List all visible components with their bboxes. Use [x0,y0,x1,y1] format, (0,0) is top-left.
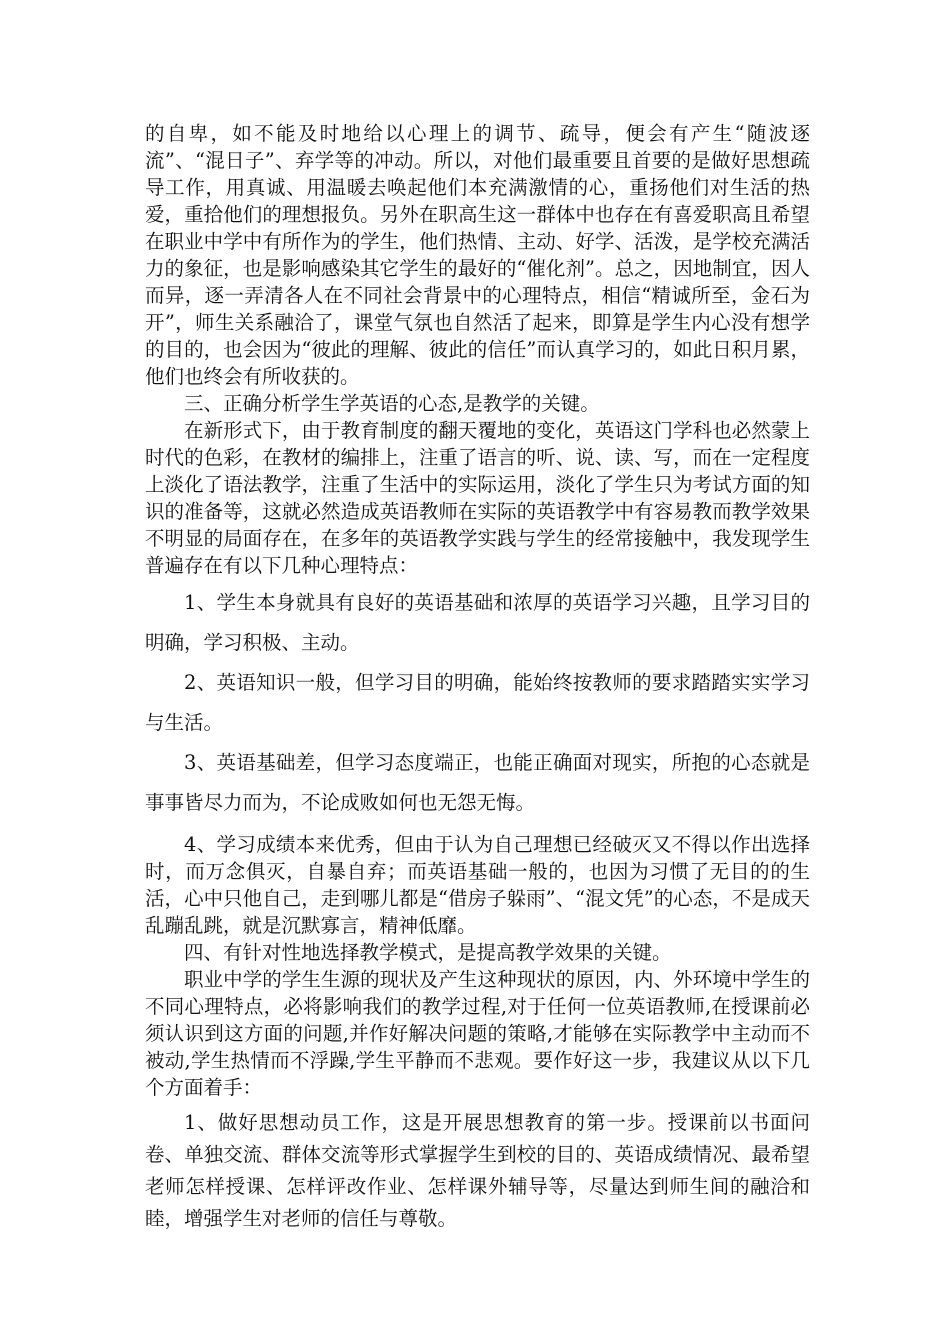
paragraph-intro-continuation: 的自卑，如不能及时地给以心理上的调节、疏导，便会有产生“随波逐流”、“混日子”、弃学等的冲动。所以，对他们最重要且首要的是做好思想疏导工作，用真诚、用温暖去唤起他们本充满激情的心，重扬他们对生活的热爱，重拾他们的理想报负。另外在职高生这一群体中也存在有喜爱职高且希望在职业中学中有所作为的学生，他们热情、主动、好学、活泼，是学校充满活力的象征，也是影响感染其它学生的最好的“催化剂”。总之，因地制宜，因人而异，逐一弄清各人在不同社会背景中的心理特点，相信“精诚所至，金石为开”，师生关系融洽了，课堂气氛也自然活了起来，即算是学生内心没有想学的目的，也会因为“彼此的理解、彼此的信任”而认真学习的，如此日积月累，他们也终会有所收获的。 [145,122,810,388]
paragraph-new-situation: 在新形式下，由于教育制度的翻天覆地的变化，英语这门学科也必然蒙上时代的色彩，在教材的编排上，注重了语言的听、说、读、写，而在一定程度上淡化了语法教学，注重了生活中的实际运用，淡化了学生只为考试方面的知识的准备等，这就必然造成英语教师在实际的英语教学中有容易教而教学效果不明显的局面存在，在多年的英语教学实践与学生的经常接触中，我发现学生普遍存在有以下几种心理特点： [145,419,810,577]
list-item-4: 4、学习成绩本来优秀，但由于认为自己理想已经破灭又不得以作出选择时，而万念俱灭，自暴自弃；而英语基础一般的，也因为习惯了无目的的生活，心中只他自己，走到哪儿都是“借房子躲雨”、“混文凭”的心态，不是成天乱蹦乱跳，就是沉默寡言，精神低靡。 [145,833,810,937]
section-heading-3: 三、正确分析学生学英语的心态,是教学的关键。 [184,392,600,415]
paragraph-vocational-students: 职业中学的学生生源的现状及产生这种现状的原因，内、外环境中学生的不同心理特点，必将影响我们的教学过程,对于任何一位英语教师,在授课前必须认识到这方面的问题,并作好解决问题的策略,才能够在实际教学中主动而不被动,学生热情而不浮躁,学生平静而不悲观。要作好这一步，我建议从以下几个方面着手： [145,968,810,1099]
list-item-mobilization: 1、做好思想动员工作，这是开展思想教育的第一步。授课前以书面问卷、单独交流、群体交流等形式掌握学生到校的目的、英语成绩情况、最希望老师怎样授课、怎样评改作业、怎样课外辅导等，尽量达到师生间的融洽和睦，增强学生对老师的信任与尊敬。 [145,1111,810,1230]
list-item-1: 1、学生本身就具有良好的英语基础和浓厚的英语学习兴趣，且学习目的明确，学习积极、主动。 [145,591,810,654]
section-heading-4: 四、有针对性地选择教学模式，是提高教学效果的关键。 [184,941,672,964]
list-item-2: 2、英语知识一般，但学习目的明确，能始终按教师的要求踏踏实实学习与生活。 [145,671,810,734]
list-item-3: 3、英语基础差，但学习态度端正，也能正确面对现实，所抱的心态就是事事皆尽力而为，不论成败如何也无怨无悔。 [145,751,810,814]
document-body [145,120,810,1235]
